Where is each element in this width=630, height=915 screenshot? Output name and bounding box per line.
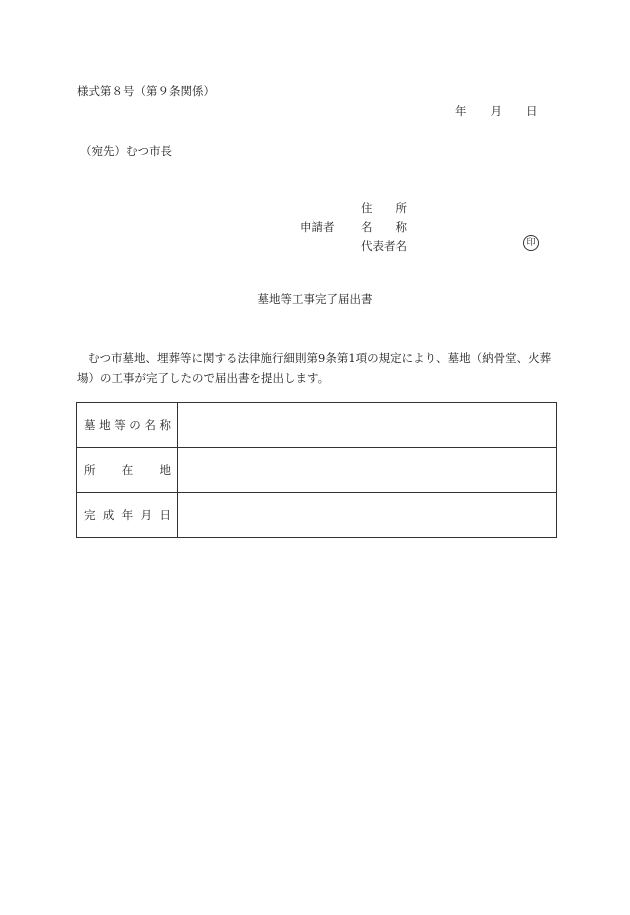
completion-date-label bbox=[77, 507, 177, 523]
site-name-label-cell bbox=[77, 403, 178, 448]
date-year-label: 年 bbox=[455, 104, 467, 118]
label-char: 日 bbox=[159, 508, 171, 522]
applicant-address-row bbox=[300, 198, 409, 217]
applicant-name-row bbox=[300, 217, 409, 236]
applicant-representative-row bbox=[300, 236, 409, 255]
label-char: 等 bbox=[114, 418, 126, 432]
table-row bbox=[77, 448, 557, 493]
document-title: 墓地等工事完了届出書 bbox=[257, 292, 373, 306]
info-table bbox=[76, 402, 557, 538]
date-day-label: 日 bbox=[526, 104, 538, 118]
representative-label: 代表者名 bbox=[361, 238, 407, 253]
form-number: 様式第８号（第９条関係） bbox=[77, 84, 215, 98]
table-row bbox=[77, 493, 557, 538]
label-char: 地 bbox=[99, 418, 111, 432]
completion-date-label-cell bbox=[77, 493, 178, 538]
label-char: 名 bbox=[144, 418, 156, 432]
applicant-role-label: 申請者 bbox=[300, 219, 335, 234]
document-body-text: むつ市墓地、埋葬等に関する法律施行細則第9条第1項の規定により、墓地（納骨堂、火葬場）の工事が完了したので届出書を提出します。 bbox=[77, 351, 552, 385]
date-line bbox=[455, 104, 538, 118]
label-char: 称 bbox=[159, 418, 171, 432]
location-value-field[interactable] bbox=[178, 448, 557, 493]
label-char: 完 bbox=[84, 508, 96, 522]
applicant-block bbox=[300, 198, 409, 255]
name-label: 名 称 bbox=[361, 219, 407, 234]
label-char: 地 bbox=[159, 463, 171, 477]
location-label-cell bbox=[77, 448, 178, 493]
date-month-label: 月 bbox=[490, 104, 502, 118]
label-char: の bbox=[129, 418, 141, 432]
label-char: 月 bbox=[140, 508, 153, 522]
label-char: 所 bbox=[84, 463, 96, 477]
addressee: （宛先）むつ市長 bbox=[80, 144, 172, 158]
location-label bbox=[77, 462, 177, 478]
site-name-label bbox=[77, 417, 177, 433]
completion-date-value-field[interactable] bbox=[178, 493, 557, 538]
address-label: 住 所 bbox=[361, 200, 407, 215]
site-name-value-field[interactable] bbox=[178, 403, 557, 448]
label-char: 墓 bbox=[84, 418, 96, 432]
label-char: 年 bbox=[121, 508, 134, 522]
table-row bbox=[77, 403, 557, 448]
label-char: 在 bbox=[121, 463, 134, 477]
document-body bbox=[77, 348, 557, 388]
label-char: 成 bbox=[102, 508, 115, 522]
seal-mark: 印 bbox=[523, 235, 539, 251]
